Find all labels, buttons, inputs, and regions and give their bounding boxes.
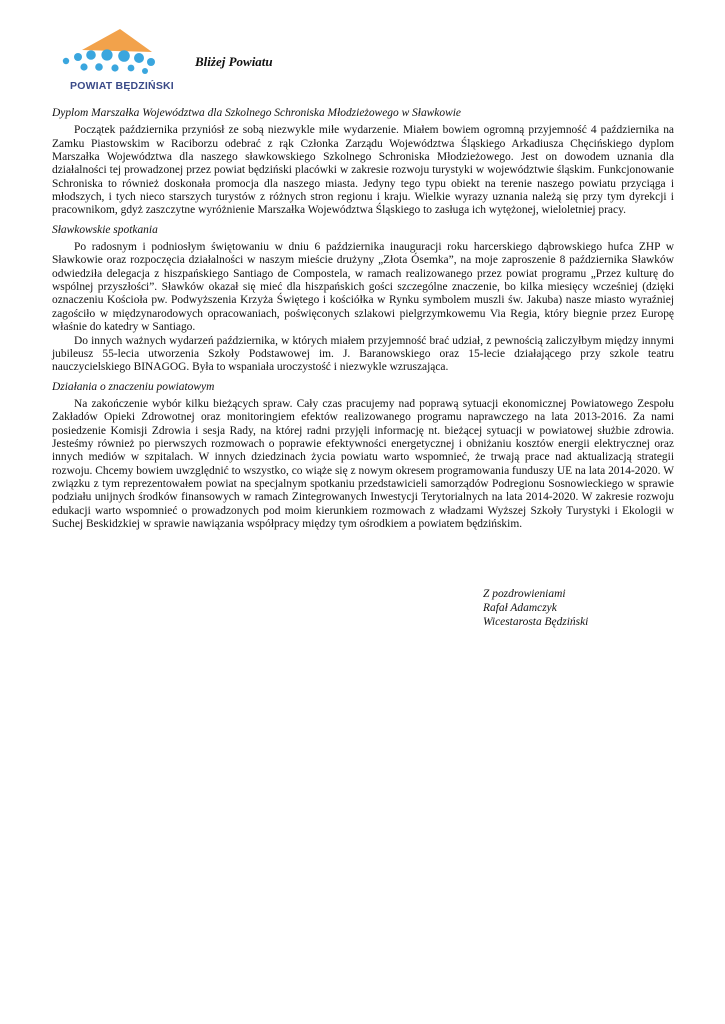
logo-dot (134, 53, 144, 63)
signature-role: Wicestarosta Będziński (483, 616, 589, 628)
article-body (52, 107, 674, 531)
section-heading: Sławkowskie spotkania (52, 223, 158, 236)
logo-dot (128, 65, 135, 72)
logo-dot (95, 63, 103, 71)
paragraph: Początek października przyniósł ze sobą niezwykle miłe wydarzenie. Miałem bowiem ogromną przyjemność 4 października na Zamku Piastowskim w Raciborzu odebrać z rąk Członka Zarządu Województwa Śląskiego Arkadiusza Chęcińskiego dyplom Marszałka Województwa dla naszego sławkowskiego Szkolnego Schroniska Młodzieżowego. Jest on dowodem uznania dla działalności tej prowadzonej przez powiat będziński placówki w zakresie rozwoju turystyki w województwie śląskim. Funkcjonowanie Schroniska to również doskonała promocja dla naszego miasta. Jedyny tego typu obiekt na terenie naszego powiatu przyciąga i młodszych, i tych nieco starszych turystów z różnych stron regionu i kraju. Wielkie wyrazy uznania należą się przy tym dyrekcji i pracownikom, gdyż zaszczytne wyróżnienie Marszałka Województwa Śląskiego to zasługa ich wytężonej, wieloletniej pracy. (52, 124, 674, 217)
logo-dot (74, 53, 82, 61)
logo-roof-shape (82, 29, 152, 52)
section-heading: Działania o znaczeniu powiatowym (52, 380, 215, 393)
logo-dot (111, 64, 118, 71)
logo-dot (63, 58, 69, 64)
paragraph: Po radosnym i podniosłym świętowaniu w dniu 6 października inauguracji roku harcerskiego dąbrowskiego hufca ZHP w Sławkowie oraz rozpoczęcia działalności w naszym mieście drużyny „Złota Ósemka”, na moje zaproszenie 8 października Sławków odwiedziła delegacja z hiszpańskiego Santiago de Compostela, w ramach realizowanego przez powiat programu „Przez kulturę do wspólnej przyszłości”. Sławków okazał się mieć dla hiszpańskich gości szczególne znaczenie, bo kilka miesięcy wcześniej (dzięki oznaczeniu Kościoła pw. Podwyższenia Krzyża Świętego i kościółka w Rynku symbolem muszli św. Jakuba) nasze miasto wyraźniej zagościło w międzynarodowych opracowaniach, poświęconych szlakowi pielgrzymkowemu Via Regia, który biegnie przez Europę właśnie do katedry w Santiago. (52, 241, 674, 334)
logo-dot (101, 49, 112, 60)
signature-closing: Z pozdrowieniami (483, 588, 566, 600)
logo-dot (147, 58, 155, 66)
logo-dot (80, 63, 87, 70)
paragraph: Na zakończenie wybór kilku bieżących spraw. Cały czas pracujemy nad poprawą sytuacji ekonomicznej Powiatowego Zespołu Zakładów Opieki Zdrowotnej oraz monitoringiem efektów realizowanego programu naprawczego na lata 2013-2016. Za nami posiedzenie Komisji Zdrowia i sesja Rady, na której radni przyjęli informację nt. bieżącej sytuacji w powiatowej służbie zdrowia. Jesteśmy również po pierwszych rozmowach o poprawie efektywności energetycznej i obniżaniu kosztów energii elektrycznej oraz innych mediów w szpitalach. W innych dziedzinach życia powiatu warto wspomnieć, że trwają prace nad aktualizacją strategii rozwoju. Chcemy bowiem uwzględnić to wszystko, co wiąże się z nowym okresem programowania funduszy UE na lata 2014-2020. W związku z tym reprezentowałem powiat na specjalnym spotkaniu przedstawicieli samorządów Podregionu Sosnowieckiego w sprawie podziału unijnych środków finansowych w ramach Zintegrowanych Inwestycji Terytorialnych na lata 2014-2020. W zakresie rozwoju edukacji warto wspomnieć o prowadzonych pod moim kierunkiem rozmowach z władzami Wyższej Szkoły Turystyki i Ekologii w Suchej Beskidzkiej w sprawie nawiązania współpracy między tym ośrodkiem a powiatem będzińskim. (52, 397, 674, 530)
logo-caption: POWIAT BĘDZIŃSKI (70, 80, 174, 92)
signature-block (483, 587, 588, 629)
logo-dot (118, 50, 130, 62)
signature-name: Rafał Adamczyk (483, 602, 557, 614)
logo-dot (86, 50, 96, 60)
paragraph: Do innych ważnych wydarzeń października, w których miałem przyjemność brać udział, z pewnością zaliczyłbym między innymi jubileusz 55-lecia utworzenia Szkoły Podstawowej im. J. Baranowskiego oraz 15-lecie działającego przy szkole teatru nauczycielskiego BINAGOG. Była to wspaniała uroczystość i niezwykle wzruszająca. (52, 334, 674, 374)
section-heading: Dyplom Marszałka Województwa dla Szkolnego Schroniska Młodzieżowego w Sławkowie (52, 107, 461, 119)
header-title: Bliżej Powiatu (195, 54, 273, 69)
logo-dot (142, 68, 148, 74)
